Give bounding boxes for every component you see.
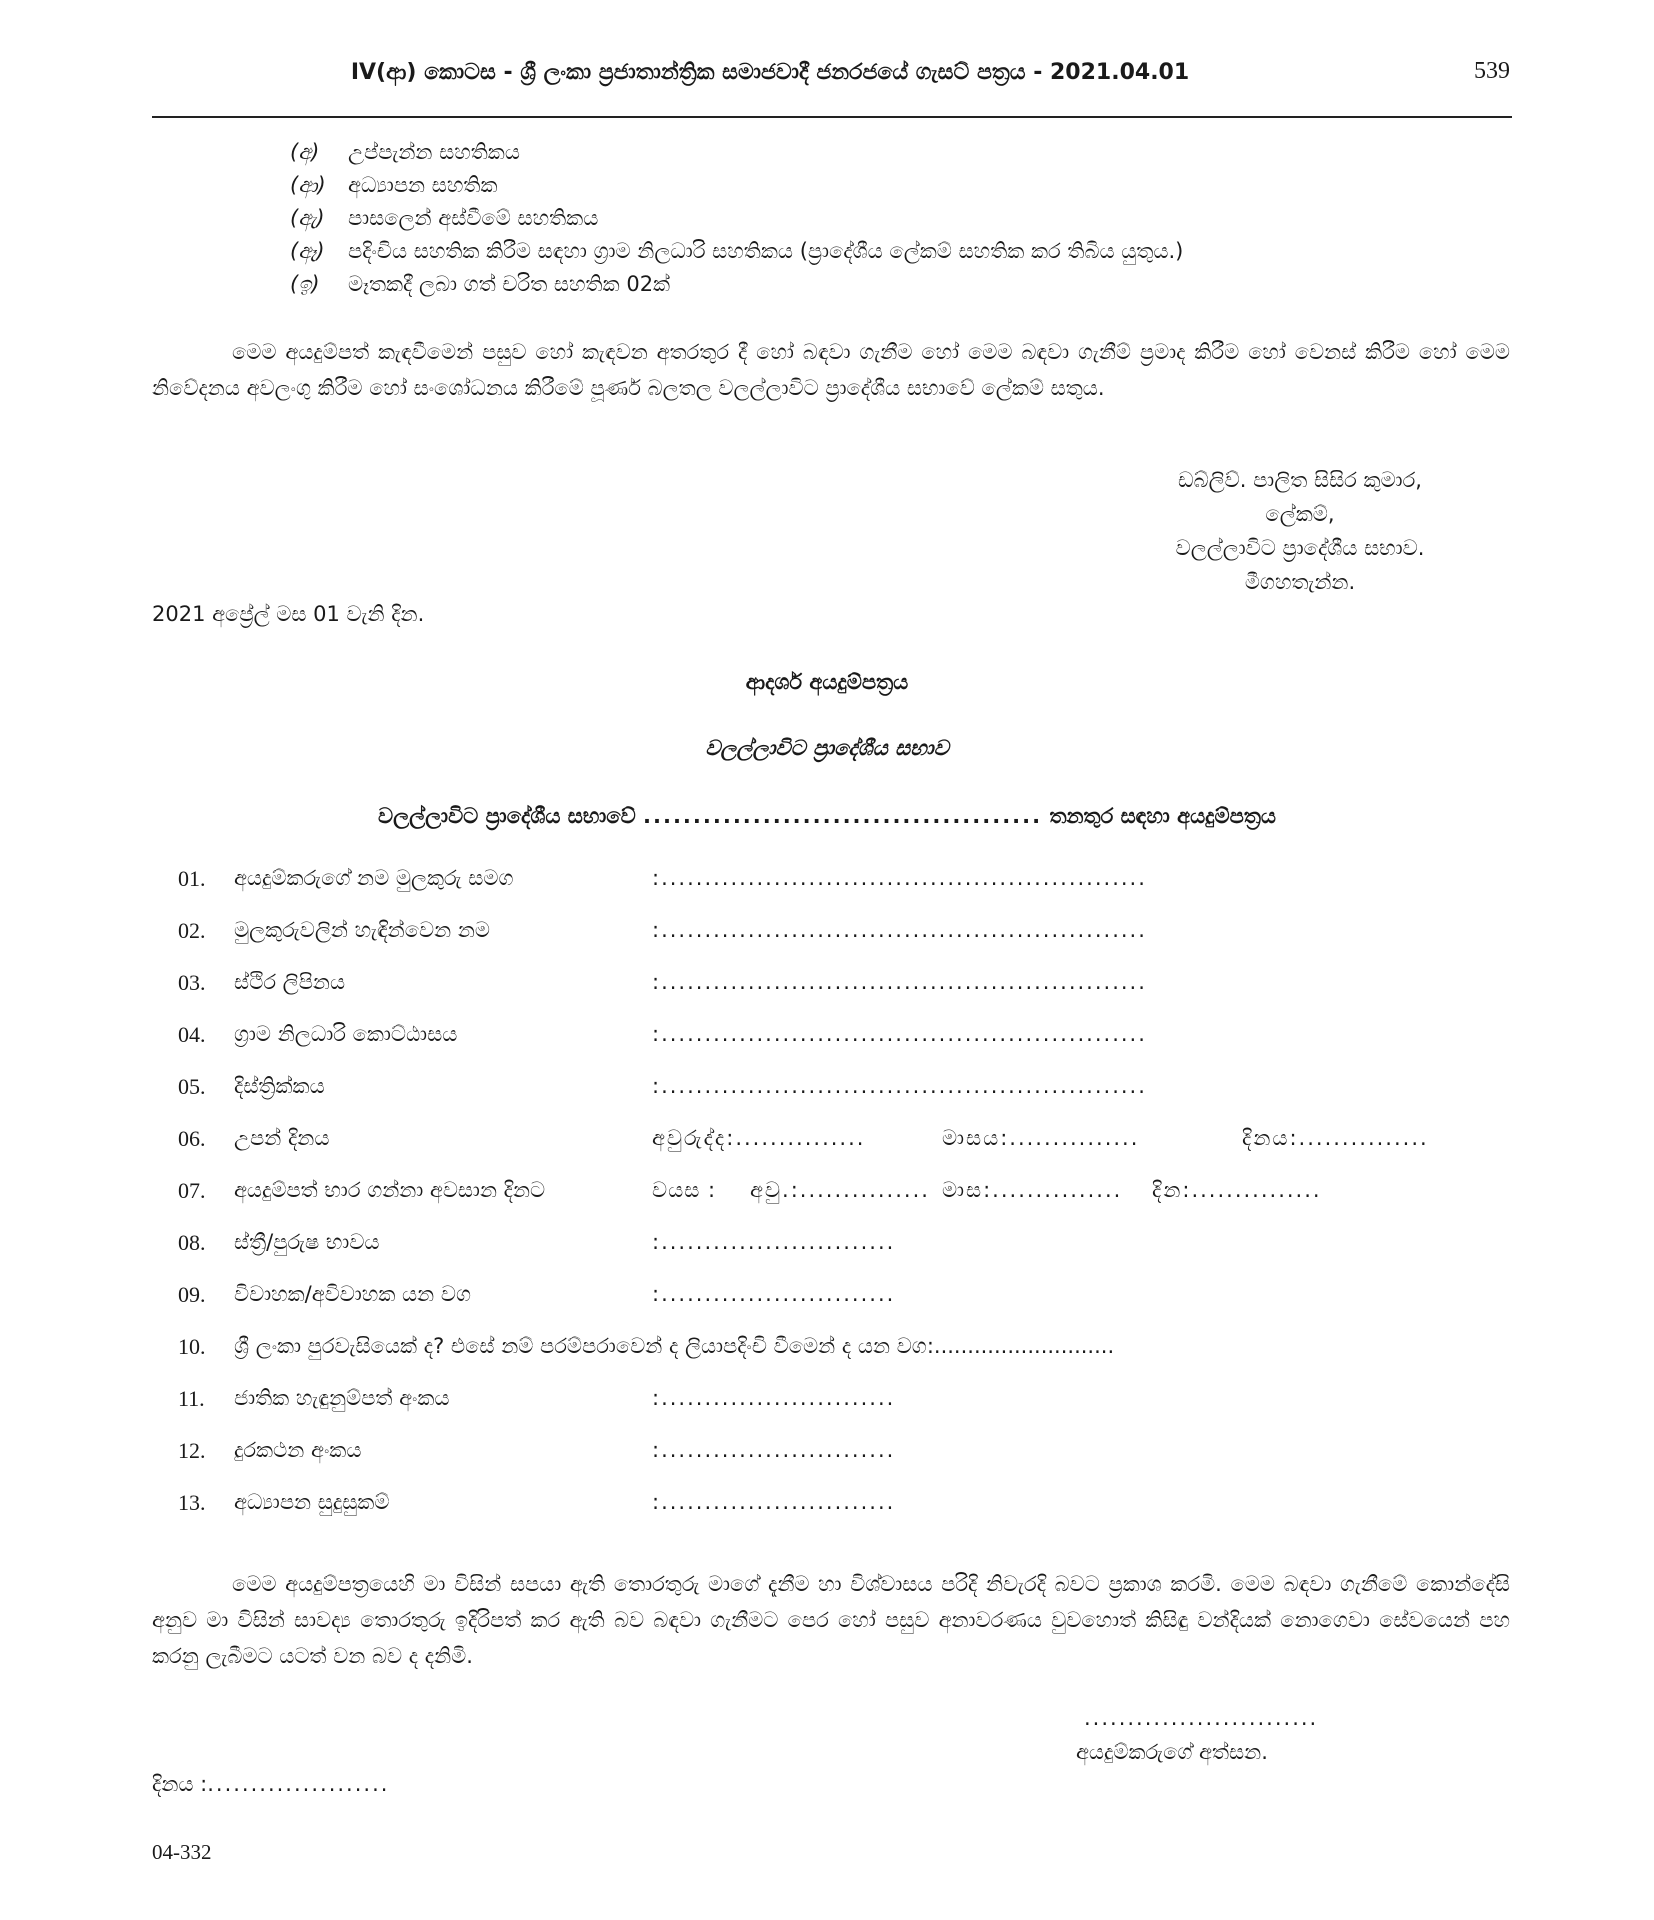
signatory-office: වලල්ලාවිට ප්‍රාදේශීය සභාව.	[1175, 536, 1425, 560]
citizenship-question[interactable]: ශ්‍රී ලංකා පුරවැසියෙක් ද? එසේ නම් පරම්පරාවෙන් ද ලියාපදිංචි වීමෙන් ද යන වග:...........................	[234, 1334, 1115, 1358]
field-label: ස්ථිර ලිපිනය	[234, 970, 346, 994]
declaration-paragraph: මෙම අයදුම්පත්‍රයෙහි මා විසින් සපයා ඇති තොරතුරු මාගේ දැනීම හා විශ්වාසය පරිදි නිවැරදි බවට ප්‍රකාශ කරමි. මෙම බඳවා ගැනීමේ කොන්දේසි අනුව මා විසින් සාවද්‍ය තොරතුරු ඉදිරිපත් කර ඇති බව බඳවා ගැනීමට පෙර හෝ පසුව අනාවරණය වුවහොත් කිසිඳු වන්දියක් නොගෙවා සේවයෙන් පහ කරනු ලැබීමට යටත් වන බව ද දනිමි.	[152, 1572, 1510, 1668]
list-text: මෑතකදී ලබා ගත් චරිත සහතික 02ක්	[348, 272, 671, 296]
signatory-place: මීගහතැන්න.	[1244, 570, 1356, 594]
field-blank[interactable]: :........................................................	[652, 866, 1147, 890]
field-number: 12.	[178, 1438, 206, 1463]
signature-caption: අයදුම්කරුගේ අත්සන.	[1076, 1740, 1268, 1764]
field-label: ජාතික හැඳුනුම්පත් අංකය	[234, 1386, 450, 1410]
field-label: ස්ත්‍රී/පුරුෂ භාවය	[234, 1230, 380, 1254]
field-number: 10.	[178, 1334, 206, 1359]
list-text: පදිංචිය සහතික කිරීම සඳහා ග්‍රාම නිලධාරි සහතිකය (ප්‍රාදේශීය ලේකම් සහතික කර තිබිය යුතුය.)	[348, 239, 1184, 263]
field-label: දිස්ත්‍රික්කය	[234, 1074, 325, 1098]
list-marker: (අ)	[290, 140, 320, 164]
field-label: විවාහක/අවිවාහක යන වග	[234, 1282, 471, 1306]
field-number: 06.	[178, 1126, 206, 1151]
field-label: උපන් දිනය	[234, 1126, 330, 1150]
signatory-name: ඩබ්ලිව්. පාලිත සිසිර කුමාර,	[1178, 468, 1422, 492]
signature-line[interactable]: ...........................	[1084, 1706, 1319, 1730]
age-prefix: වයස :	[652, 1178, 717, 1202]
post-blank: ........................................	[643, 804, 1043, 828]
field-number: 03.	[178, 970, 206, 995]
document-list-item	[290, 140, 520, 165]
birth-month-blank[interactable]: මාසය:...............	[942, 1126, 1140, 1150]
page-number: 539	[1474, 58, 1510, 84]
birth-year-blank[interactable]: අවුරුද්ද:...............	[652, 1126, 866, 1150]
signatory-title: ලේකම්,	[1265, 502, 1335, 526]
date-field	[152, 1772, 389, 1797]
document-list-item	[290, 173, 498, 198]
field-number: 11.	[178, 1386, 205, 1411]
field-label: අධ්‍යාපන සුදුසුකම්	[234, 1490, 390, 1514]
document-list-item	[290, 206, 598, 231]
field-blank[interactable]: :........................................................	[652, 970, 1147, 994]
post-line	[0, 804, 1654, 829]
header-divider	[152, 116, 1512, 118]
gazette-header-title: IV(ආ) කොටස - ශ්‍රී ලංකා ප්‍රජාතාන්ත්‍රික සමාජවාදී ජනරජයේ ගැසට් පත්‍රය - 2021.04.01	[350, 60, 1190, 85]
list-text: පාසලෙන් අස්වීමේ සහතිකය	[348, 206, 599, 230]
field-blank[interactable]: :...........................	[652, 1386, 896, 1410]
document-list-item	[290, 272, 670, 297]
list-text: අධ්‍යාපන සහතික	[348, 173, 498, 197]
list-marker: (ඉ)	[290, 272, 320, 296]
field-blank[interactable]: :........................................................	[652, 1022, 1147, 1046]
field-blank[interactable]: :........................................................	[652, 918, 1147, 942]
post-line-left: වලල්ලාවිට ප්‍රාදේශීය සභාවේ	[378, 804, 636, 828]
field-blank[interactable]: :........................................................	[652, 1074, 1147, 1098]
field-number: 05.	[178, 1074, 206, 1099]
post-line-right: තනතුර සඳහා අයදුම්පත්‍රය	[1049, 804, 1276, 828]
date-label: දිනය :	[152, 1772, 208, 1796]
field-label: අයදුම්පත් භාර ගන්නා අවසාන දිනට	[234, 1178, 546, 1202]
birth-day-blank[interactable]: දිනය:...............	[1242, 1126, 1429, 1150]
list-text: උප්පැන්න සහතිකය	[348, 140, 520, 164]
field-label: දුරකථන අංකය	[234, 1438, 362, 1462]
field-number: 07.	[178, 1178, 206, 1203]
field-label: අයදුම්කරුගේ නම මුලකුරු සමග	[234, 866, 514, 890]
field-blank[interactable]: :...........................	[652, 1282, 896, 1306]
age-years-blank[interactable]: අවු.:...............	[750, 1178, 930, 1202]
field-label: මුලකුරුවලින් හැඳින්වෙන නම	[234, 918, 491, 942]
list-marker: (ඈ)	[290, 239, 325, 263]
age-months-blank[interactable]: මාස:...............	[942, 1178, 1123, 1202]
age-days-blank[interactable]: දින:...............	[1152, 1178, 1322, 1202]
field-blank[interactable]: :...........................	[652, 1438, 896, 1462]
field-number: 09.	[178, 1282, 206, 1307]
field-number: 13.	[178, 1490, 206, 1515]
field-number: 01.	[178, 866, 206, 891]
document-list-item	[290, 239, 1183, 264]
form-subheading: වලල්ලාවිට ප්‍රාදේශීය සභාව	[705, 736, 949, 760]
authority-paragraph: මෙම අයදුම්පත් කැඳවීමෙන් පසුව හෝ කැඳවන අතරතුර දී හෝ බඳවා ගැනීම හෝ මෙම බඳවා ගැනීම් ප්‍රමාද කිරීම හෝ වෙනස් කිරීම හෝ මෙම නිවේදනය අවලංගු කිරීම හෝ සංශෝධනය කිරීමේ පූර්ණ බලතල වලල්ලාවිට ප්‍රාදේශීය සභාවේ ලේකම් සතුය.	[152, 340, 1510, 400]
field-number: 04.	[178, 1022, 206, 1047]
field-blank[interactable]: :...........................	[652, 1230, 896, 1254]
field-blank[interactable]: :...........................	[652, 1490, 896, 1514]
date-blank[interactable]: .....................	[207, 1772, 390, 1796]
list-marker: (ඇ)	[290, 206, 325, 230]
form-heading: ආදර්ශ අයදුම්පත්‍රය	[745, 670, 909, 694]
field-label: ග්‍රාම නිලධාරි කොට්ඨාසය	[234, 1022, 458, 1046]
field-number: 08.	[178, 1230, 206, 1255]
reference-number: 04-332	[152, 1840, 212, 1864]
field-number: 02.	[178, 918, 206, 943]
notice-date: 2021 අප්‍රේල් මස 01 වැනි දින.	[152, 602, 425, 626]
list-marker: (ආ)	[290, 173, 326, 197]
